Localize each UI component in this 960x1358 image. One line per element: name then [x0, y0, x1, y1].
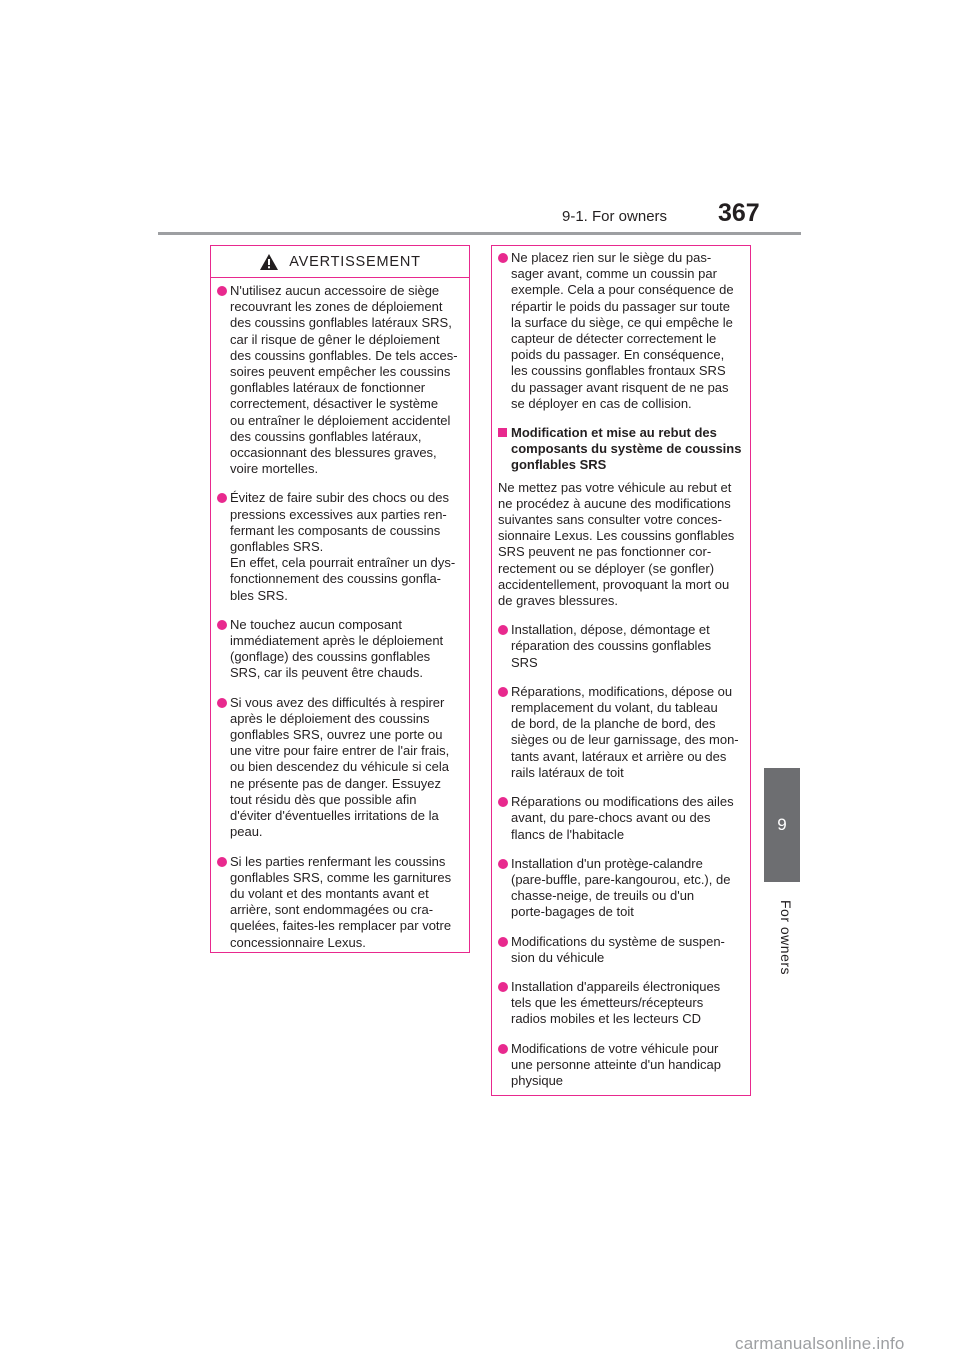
list-item: [498, 684, 742, 781]
modification-heading-text: Modification et mise au rebut des composants du système de coussins gonflables SRS: [511, 425, 742, 473]
bullet-dot-icon: [217, 698, 227, 708]
list-item-text: N'utilisez aucun accessoire de siège recouvrant les zones de déploiement des coussins gonflables latéraux SRS, car il risque de gêner le déploiement des coussins gonflables. De tels acces- soires peuvent empêcher les coussins gonflables latéraux de fonctionner correctement, désactiver le système ou entraîner le déploiement accidentel des coussins gonflables latéraux, occasionnant des blessures graves, voire mortelles.: [230, 283, 458, 477]
page-number: 367: [718, 199, 760, 227]
list-item: [498, 794, 742, 843]
modification-paragraph: Ne mettez pas votre véhicule au rebut et ne procédez à aucune des modifications suivantes sans consulter votre conces- sionnaire Lexus. Les coussins gonflables SRS peuvent ne pas fonctionner cor- rectement ou se déployer (se gonfler) accidentellement, provoquant la mort ou de graves blessures.: [498, 479, 735, 609]
chapter-label: For owners: [778, 900, 794, 976]
list-item: [217, 490, 461, 603]
list-item-text: Installation d'un protège-calandre (pare-buffle, pare-kangourou, etc.), de chasse-neige, de treuils ou d'un porte-bagages de toit: [511, 855, 731, 920]
list-item-text: Si les parties renfermant les coussins gonflables SRS, comme les garnitures du volant et des montants avant et arrière, sont endommagées ou cra- quelées, faites-les remplacer par votre concessionnaire Lexus.: [230, 853, 452, 950]
bullet-dot-icon: [217, 857, 227, 867]
bullet-dot-icon: [498, 859, 508, 869]
list-item-text: Évitez de faire subir des chocs ou des pressions excessives aux parties ren- fermant les composants de coussins gonflables SRS. En effet, cela pourrait entraîner un dys- fonctionnement des coussins gonfla- bles SRS.: [230, 490, 456, 603]
list-item: [217, 283, 461, 477]
list-item-text: Réparations, modifications, dépose ou remplacement du volant, du tableau de bord, de la planche de bord, des sièges ou de leur garnissage, des mon- tants avant, latéraux et arrière ou des rails latéraux de toit: [511, 683, 739, 780]
bullet-dot-icon: [498, 625, 508, 635]
warning-content-left: [211, 278, 469, 951]
section-title: 9-1. For owners: [562, 208, 668, 225]
bullet-dot-icon: [498, 982, 508, 992]
list-item: [498, 856, 742, 921]
list-item-text: Ne placez rien sur le siège du pas- sager avant, comme un coussin par exemple. Cela a pour conséquence de répartir le poids du passager sur toute la surface du siège, ce qui empêche le capteur de détecter correctement le poids du passager. En conséquence, les coussins gonflables frontaux SRS du passager avant risquent de ne pas se déployer en cas de collision.: [511, 250, 734, 411]
list-item-text: Installation, dépose, démontage et réparation des coussins gonflables SRS: [511, 622, 712, 670]
list-item: [498, 934, 742, 966]
bullet-dot-icon: [498, 937, 508, 947]
list-item: [217, 854, 461, 951]
chapter-tab: [764, 768, 800, 882]
list-item: [498, 250, 742, 412]
list-item: [498, 1041, 742, 1090]
bullet-dot-icon: [498, 797, 508, 807]
warning-content-right: [492, 246, 750, 1089]
list-item: [217, 617, 461, 682]
square-heading-icon: [498, 428, 507, 437]
bullet-dot-icon: [217, 286, 227, 296]
modification-heading: [498, 425, 742, 474]
chapter-number: 9: [777, 815, 787, 834]
warning-header: [211, 246, 469, 278]
bullet-dot-icon: [217, 493, 227, 503]
list-item-text: Réparations ou modifications des ailes avant, du pare-chocs avant ou des flancs de l'habitacle: [511, 794, 734, 842]
bullet-dot-icon: [498, 253, 508, 263]
list-item: [217, 695, 461, 841]
bullet-dot-icon: [217, 620, 227, 630]
warning-title: AVERTISSEMENT: [289, 253, 421, 270]
list-item-text: Modifications de votre véhicule pour une personne atteinte d'un handicap physique: [511, 1040, 721, 1088]
warning-box-left: [210, 245, 470, 953]
list-item: [498, 979, 742, 1028]
header-divider: [158, 232, 801, 235]
bullet-dot-icon: [498, 1044, 508, 1054]
warning-box-right: [491, 245, 751, 1096]
bullet-dot-icon: [498, 687, 508, 697]
list-item-text: Si vous avez des difficultés à respirer après le déploiement des coussins gonflables SRS, ouvrez une porte ou une vitre pour faire entrer de l'air frais, ou bien descendez du véhicule si cela ne présente pas de danger. Essuyez tout résidu dès que possible afin d'éviter d'éventuelles irritations de la peau.: [230, 694, 450, 840]
list-item: [498, 622, 742, 671]
list-item-text: Ne touchez aucun composant immédiatement après le déploiement (gonflage) des coussins gonflables SRS, car ils peuvent être chauds.: [230, 616, 444, 681]
warning-triangle-icon: [259, 253, 279, 271]
list-item-text: Installation d'appareils électroniques tels que les émetteurs/récepteurs radios mobiles et les lecteurs CD: [511, 978, 721, 1027]
list-item-text: Modifications du système de suspen- sion du véhicule: [511, 933, 725, 965]
watermark-url[interactable]: carmanualsonline.info: [735, 1334, 905, 1353]
